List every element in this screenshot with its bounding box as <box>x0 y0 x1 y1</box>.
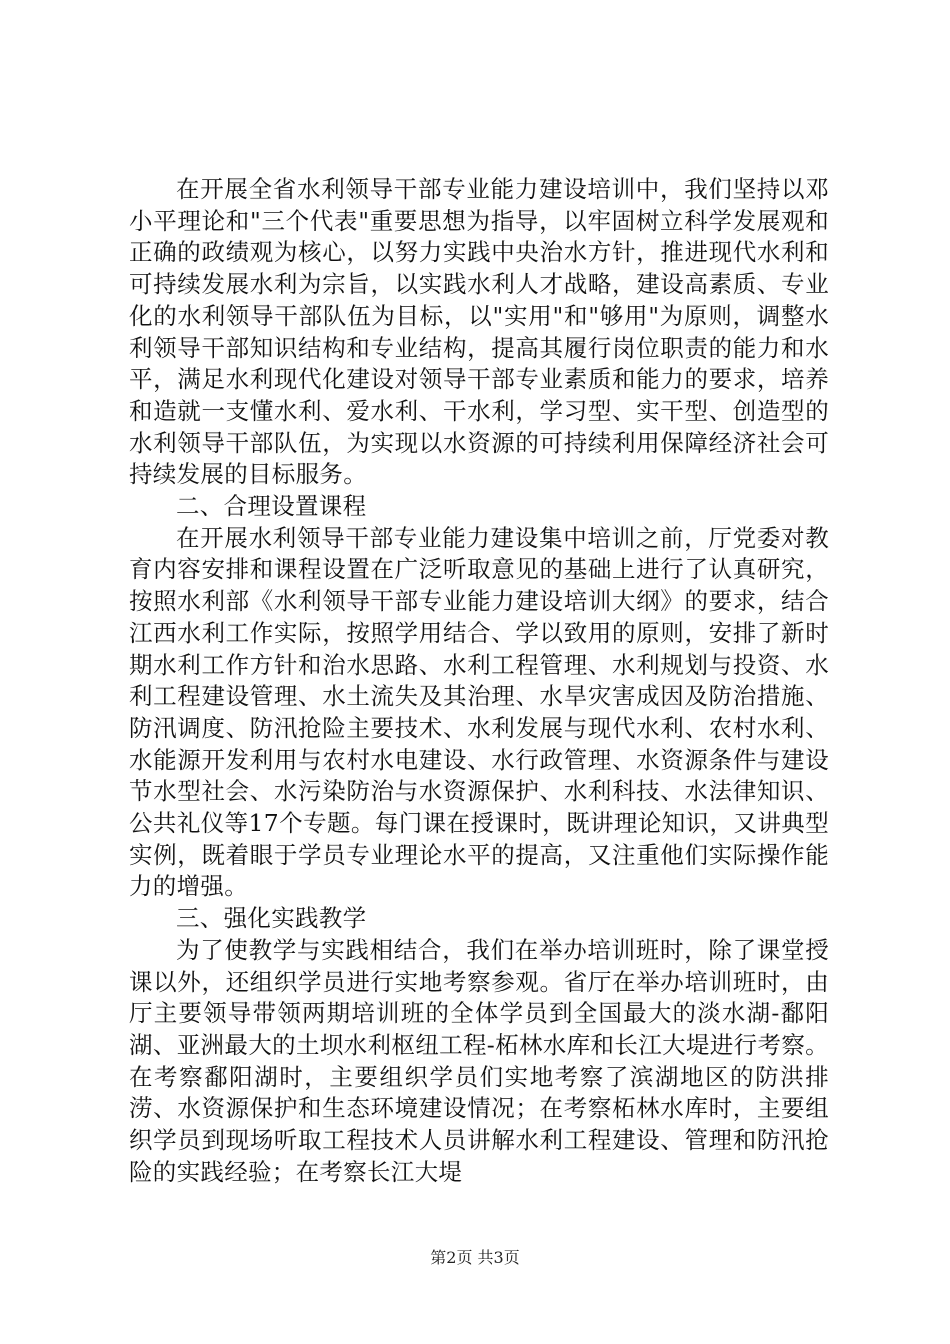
paragraph: 在开展水利领导干部专业能力建设集中培训之前，厅党委对教育内容安排和课程设置在广泛听取意见的基础上进行了认真研究，按照水利部《水利领导干部专业能力建设培训大纲》的要求，结合江西水利工作实际，按照学用结合、学以致用的原则，安排了新时期水利工作方针和治水思路、水利工程管理、水利规划与投资、水利工程建设管理、水土流失及其治理、水旱灾害成因及防治措施、防汛调度、防汛抢险主要技术、水利发展与现代水利、农村水利、水能源开发利用与农村水电建设、水行政管理、水资源条件与建设节水型社会、水污染防治与水资源保护、水利科技、水法律知识、公共礼仪等17个专题。每门课在授课时，既讲理论知识，又讲典型实例，既着眼于学员专业理论水平的提高，又注重他们实际操作能力的增强。 <box>129 523 829 901</box>
document-body <box>129 174 829 1189</box>
paragraph: 为了使教学与实践相结合，我们在举办培训班时，除了课堂授课以外，还组织学员进行实地考察参观。省厅在举办培训班时，由厅主要领导带领两期培训班的全体学员到全国最大的淡水湖-鄱阳湖、亚洲最大的土坝水利枢纽工程-柘林水库和长江大堤进行考察。在考察鄱阳湖时，主要组织学员们实地考察了滨湖地区的防洪排涝、水资源保护和生态环境建设情况；在考察柘林水库时，主要组织学员到现场听取工程技术人员讲解水利工程建设、管理和防汛抢险的实践经验；在考察长江大堤 <box>129 935 829 1186</box>
section-heading: 三、强化实践教学 <box>176 904 367 933</box>
page-footer: 第2页 共3页 <box>430 1248 520 1267</box>
section-heading: 二、合理设置课程 <box>176 492 367 521</box>
paragraph: 在开展全省水利领导干部专业能力建设培训中，我们坚持以邓小平理论和"三个代表"重要思想为指导，以牢固树立科学发展观和正确的政绩观为核心，以努力实践中央治水方针，推进现代水利和可持续发展水利为宗旨，以实践水利人才战略，建设高素质、专业化的水利领导干部队伍为目标，以"实用"和"够用"为原则，调整水利领导干部知识结构和专业结构，提高其履行岗位职责的能力和水平，满足水利现代化建设对领导干部专业素质和能力的要求，培养和造就一支懂水利、爱水利、干水利，学习型、实干型、创造型的水利领导干部队伍，为实现以水资源的可持续利用保障经济社会可持续发展的目标服务。 <box>129 175 829 489</box>
